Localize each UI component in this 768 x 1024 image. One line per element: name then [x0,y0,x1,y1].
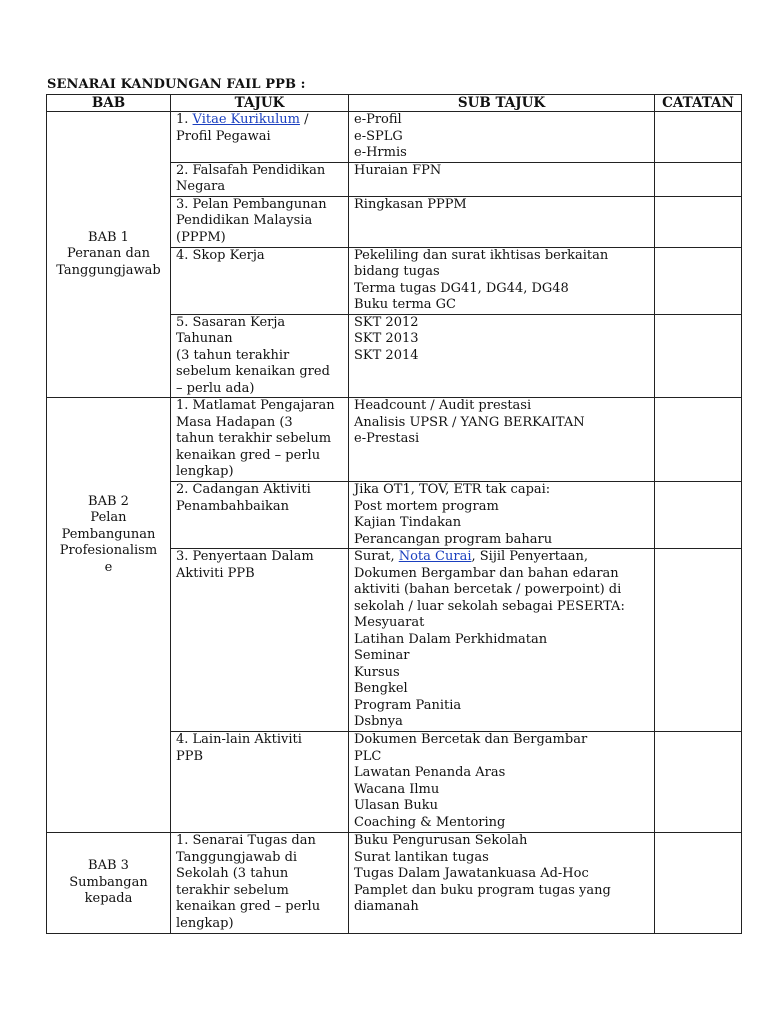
tajuk-line: (PPPM) [176,229,226,245]
sub-tajuk-line: Mesyuarat [354,615,425,630]
tajuk-cell [171,112,349,163]
sub-tajuk-line: Wacana Ilmu [354,781,440,797]
header-tajuk: TAJUK [171,95,349,112]
bab-label-line: Profesionalism [59,543,158,559]
sub-tajuk-line: Tugas Dalam Jawatankuasa Ad-Hoc [354,866,589,881]
tajuk-line: 2. Falsafah Pendidikan [176,162,326,178]
sub-tajuk-cell [349,732,655,833]
tajuk-line: Aktiviti PPB [176,565,255,581]
catatan-cell [655,196,742,247]
sub-suffix: , Sijil Penyertaan, [471,549,589,564]
sub-tajuk-line: e-Prestasi [354,431,420,446]
sub-tajuk-line: Terma tugas DG41, DG44, DG48 [354,280,569,296]
tajuk-line: Negara [176,179,226,194]
bab-label-line: Peranan dan [67,246,150,262]
catatan-cell [655,162,742,196]
sub-tajuk-line: Headcount / Audit prestasi [354,398,532,413]
sub-prefix: Surat, [354,549,399,564]
sub-tajuk-cell [349,398,655,482]
tajuk-cell [171,398,349,482]
catatan-cell [655,398,742,482]
sub-tajuk-line: Latihan Dalam Perkhidmatan [354,631,548,647]
sub-tajuk-line [354,549,649,566]
sub-tajuk-line: Ringkasan PPPM [354,196,467,212]
tajuk-cell [171,314,349,398]
tajuk-line: PPB [176,748,204,764]
tajuk-line: 1. Senarai Tugas dan [176,833,316,848]
tajuk-line [176,112,343,129]
sub-tajuk-line: sekolah / luar sekolah sebagai PESERTA: [354,598,625,614]
sub-tajuk-line: Program Panitia [354,697,462,713]
catatan-cell [655,314,742,398]
bab-label-line: Pelan [90,510,127,526]
header-sub-tajuk: SUB TAJUK [349,95,655,112]
catatan-cell [655,482,742,549]
bab-2-label [47,398,171,833]
sub-tajuk-line: Coaching & Mentoring [354,814,506,830]
sub-tajuk-cell [349,314,655,398]
sub-tajuk-line: Analisis UPSR / YANG BERKAITAN [354,414,585,430]
table-row [47,398,742,482]
sub-tajuk-line: Dokumen Bercetak dan Bergambar [354,732,588,747]
sub-tajuk-cell [349,247,655,314]
tajuk-cell [171,482,349,549]
tajuk-line: 5. Sasaran Kerja [176,314,286,330]
tajuk-line: kenaikan gred – perlu [176,899,321,914]
tajuk-cell [171,732,349,833]
tajuk-line: – perlu ada) [176,380,255,396]
tajuk-line: 4. Skop Kerja [176,247,265,263]
sub-tajuk-line: e-Hrmis [354,145,407,160]
header-row [47,95,742,112]
sub-tajuk-line: Lawatan Penanda Aras [354,765,506,780]
tajuk-line: lengkap) [176,464,234,479]
sub-tajuk-line: Jika OT1, TOV, ETR tak capai: [354,482,551,497]
tajuk-cell [171,196,349,247]
header-bab: BAB [47,95,171,112]
tajuk-line: Pendidikan Malaysia [176,213,313,228]
sub-tajuk-line: PLC [354,748,382,764]
sub-tajuk-cell [349,162,655,196]
tajuk-line: Sekolah (3 tahun [176,866,289,881]
catatan-cell [655,549,742,732]
catatan-cell [655,247,742,314]
tajuk-line: 2. Cadangan Aktiviti [176,482,311,497]
header-catatan: CATATAN [655,95,742,112]
bab-label-line: BAB 1 [88,229,129,245]
sub-tajuk-line: Dokumen Bergambar dan bahan edaran [354,565,619,581]
sub-tajuk-cell [349,549,655,732]
bab-1-label [47,112,171,398]
tajuk-cell [171,549,349,732]
sub-tajuk-line: Huraian FPN [354,162,442,178]
tajuk-line: 3. Penyertaan Dalam [176,549,314,564]
tajuk-cell [171,833,349,934]
sub-tajuk-line: Kajian Tindakan [354,515,462,530]
sub-tajuk-line: Kursus [354,664,400,680]
table-row [47,833,742,934]
sub-tajuk-line: Dsbnya [354,714,403,729]
sub-tajuk-line: Buku Pengurusan Sekolah [354,833,528,848]
tajuk-line: 3. Pelan Pembangunan [176,196,327,212]
tajuk-line: Tahunan [176,331,233,346]
tajuk-line: terakhir sebelum [176,882,289,898]
sub-tajuk-cell [349,482,655,549]
sub-tajuk-line: Ulasan Buku [354,798,438,813]
sub-tajuk-line: e-SPLG [354,128,403,144]
sub-tajuk-line: diamanah [354,899,419,914]
tajuk-line: lengkap) [176,915,234,931]
bab-label-line: BAB 2 [88,493,129,509]
bab-3-label [47,833,171,934]
tajuk-line: 4. Lain-lain Aktiviti [176,732,302,747]
catatan-cell [655,732,742,833]
document-title: SENARAI KANDUNGAN FAIL PPB : [47,77,306,92]
sub-tajuk-line: e-Profil [354,112,402,127]
sub-tajuk-line: bidang tugas [354,264,440,279]
tajuk-suffix: / [299,112,309,127]
sub-tajuk-line: SKT 2013 [354,331,419,346]
table-row [47,112,742,163]
sub-tajuk-line: Perancangan program baharu [354,531,553,547]
sub-tajuk-cell [349,196,655,247]
bab-label-line: kepada [84,891,133,907]
sub-tajuk-line: Pekeliling dan surat ikhtisas berkaitan [354,247,609,263]
bab-label-line: e [104,559,113,575]
catatan-cell [655,112,742,163]
tajuk-line: 1. Matlamat Pengajaran [176,398,335,413]
nota-curai-link[interactable]: Nota Curai [398,549,472,564]
sub-tajuk-line: Pamplet dan buku program tugas yang [354,882,611,898]
bab-label-line: Pembangunan [61,526,156,542]
sub-tajuk-line: Seminar [354,648,410,663]
tajuk-line: Profil Pegawai [176,128,271,144]
tajuk-line: Tanggungjawab di [176,849,298,865]
contents-table [46,94,742,934]
bab-label-line: BAB 3 [88,858,129,874]
sub-tajuk-line: SKT 2012 [354,314,419,330]
tajuk-line: sebelum kenaikan gred [176,364,330,379]
tajuk-cell [171,162,349,196]
tajuk-cell [171,247,349,314]
sub-tajuk-cell [349,833,655,934]
tajuk-line: Penambahbaikan [176,498,289,514]
tajuk-line: (3 tahun terakhir [176,347,290,363]
tajuk-line: Masa Hadapan (3 [176,414,293,430]
bab-label-line: Sumbangan [69,874,148,890]
catatan-cell [655,833,742,934]
bab-label-line: Tanggungjawab [56,262,161,278]
sub-tajuk-cell [349,112,655,163]
bab-label-spacer [50,576,167,736]
sub-tajuk-line: SKT 2014 [354,347,419,363]
tajuk-line: tahun terakhir sebelum [176,431,332,446]
tajuk-line: kenaikan gred – perlu [176,447,321,463]
sub-tajuk-line: Buku terma GC [354,297,456,312]
vitae-kurikulum-link[interactable]: Vitae Kurikulum [192,112,300,127]
sub-tajuk-line: Post mortem program [354,498,499,514]
sub-tajuk-line: aktiviti (bahan bercetak / powerpoint) di [354,582,622,597]
tajuk-prefix: 1. [176,112,193,127]
sub-tajuk-line: Bengkel [354,681,408,696]
sub-tajuk-line: Surat lantikan tugas [354,849,489,865]
